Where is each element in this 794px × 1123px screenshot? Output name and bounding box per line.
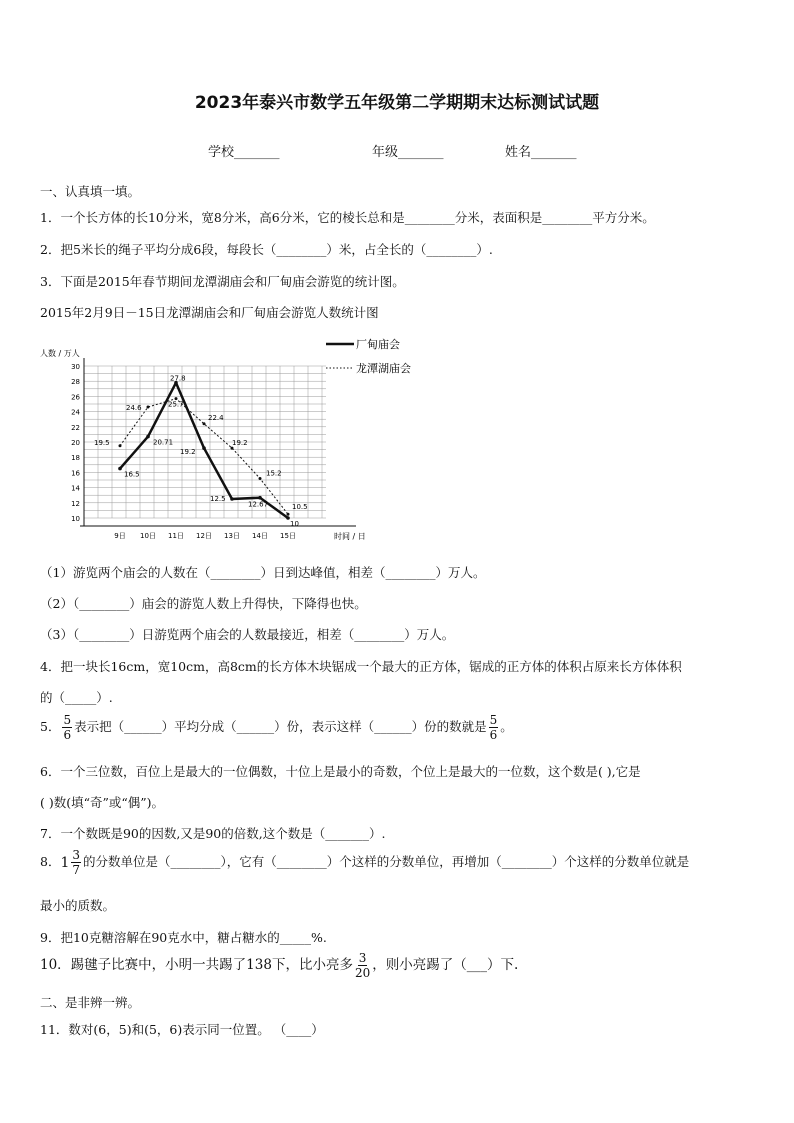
series-line bbox=[120, 383, 288, 518]
data-label: 22.4 bbox=[208, 413, 224, 422]
question-9: 9．把10克糖溶解在90克水中，糖占糖水的_____%. bbox=[40, 930, 327, 945]
data-label: 12.67 bbox=[248, 500, 269, 509]
mixed-number bbox=[60, 849, 83, 876]
page-title: 2023年泰兴市数学五年级第二学期期末达标测试试题 bbox=[194, 93, 600, 113]
data-point bbox=[203, 422, 206, 425]
y-tick-label: 28 bbox=[71, 378, 80, 387]
question-7: 7．一个数既是90的因数,又是90的倍数,这个数是（_______）. bbox=[40, 826, 386, 841]
fraction-denominator: 6 bbox=[63, 728, 72, 742]
question-4-line-1: 4．把一块长16cm，宽10cm，高8cm的长方体木块锯成一个最大的正方体，锯成的正方体的体积占原来长方体体积 bbox=[40, 659, 682, 674]
data-label: 10.5 bbox=[292, 503, 308, 512]
question-3-1: （1）游览两个庙会的人数在（________）日到达峰值，相差（________）万人。 bbox=[40, 565, 486, 580]
question-6-line-1: 6．一个三位数，百位上是最大的一位偶数，十位上是最小的奇数，个位上是最大的一位数，这个数是( ),它是 bbox=[40, 764, 641, 779]
y-tick-label: 16 bbox=[71, 469, 80, 478]
school-field: 学校_______ bbox=[208, 145, 280, 160]
chart-caption: 2015年2月9日－15日龙潭湖庙会和厂甸庙会游览人数统计图 bbox=[40, 305, 379, 320]
y-tick-label: 20 bbox=[71, 439, 80, 447]
question-4-line-2: 的（_____）. bbox=[40, 690, 113, 705]
x-tick-label: 15日 bbox=[280, 532, 296, 540]
data-label: 19.2 bbox=[180, 448, 196, 457]
data-label: 12.5 bbox=[210, 495, 226, 503]
section-1-heading: 一、认真填一填。 bbox=[40, 184, 141, 199]
y-tick-label: 30 bbox=[71, 363, 80, 371]
data-point bbox=[259, 477, 262, 480]
question-8-number: 8． bbox=[40, 854, 61, 869]
fraction-numerator: 5 bbox=[489, 713, 498, 727]
x-axis-label: 时间 / 日 bbox=[334, 532, 366, 541]
question-5-text: 表示把（______）平均分成（______）份，表示这样（______）份的数就是 bbox=[74, 719, 487, 734]
data-label: 15.2 bbox=[266, 469, 282, 478]
fraction-numerator: 3 bbox=[72, 848, 81, 862]
mixed-fraction bbox=[71, 849, 81, 876]
data-label: 19.2 bbox=[232, 439, 248, 448]
data-label: 20.71 bbox=[153, 438, 174, 447]
question-3: 3．下面是2015年春节期间龙潭湖庙会和厂甸庙会游览的统计图。 bbox=[40, 274, 405, 289]
question-5-end: 。 bbox=[500, 719, 513, 734]
y-tick-label: 14 bbox=[71, 484, 80, 493]
legend-series-2: 龙潭湖庙会 bbox=[356, 362, 411, 375]
question-1: 1．一个长方体的长10分米，宽8分米，高6分米，它的棱长总和是________分米，表面积是________平方分米。 bbox=[40, 210, 655, 225]
data-point bbox=[287, 513, 290, 516]
data-point bbox=[119, 444, 122, 447]
question-2: 2．把5米长的绳子平均分成6段，每段长（________）米，占全长的（________）. bbox=[40, 242, 493, 257]
grade-field: 年级_______ bbox=[372, 145, 444, 160]
data-label: 16.5 bbox=[124, 470, 140, 479]
data-label: 19.5 bbox=[94, 438, 110, 447]
legend-series-1: 厂甸庙会 bbox=[356, 338, 400, 351]
x-tick-label: 12日 bbox=[196, 532, 212, 540]
name-field: 姓名_______ bbox=[505, 145, 577, 160]
y-tick-label: 22 bbox=[71, 423, 80, 432]
section-2-heading: 二、是非辨一辨。 bbox=[40, 995, 141, 1010]
fraction-three-twentieths bbox=[355, 952, 370, 979]
chart-series bbox=[118, 381, 290, 520]
data-point bbox=[146, 435, 150, 439]
x-tick-label: 10日 bbox=[140, 532, 156, 540]
data-point bbox=[118, 467, 122, 471]
fraction-denominator: 20 bbox=[354, 966, 371, 980]
question-6-line-2: ( )数(填“奇”或“偶”)。 bbox=[40, 795, 165, 810]
x-tick-label: 11日 bbox=[168, 532, 184, 540]
question-10-pre: 10．踢毽子比赛中，小明一共踢了138下，比小亮多 bbox=[40, 957, 353, 973]
y-axis-label: 人数 / 万人 bbox=[40, 349, 80, 358]
question-10-post: ，则小亮踢了（___）下. bbox=[372, 957, 519, 973]
series-line bbox=[120, 399, 288, 515]
fraction-denominator: 6 bbox=[489, 728, 498, 742]
fraction-five-sixths bbox=[62, 714, 72, 741]
x-tick-label: 9日 bbox=[114, 532, 126, 540]
data-label: 27.8 bbox=[170, 374, 186, 383]
fraction-denominator: 7 bbox=[72, 863, 81, 877]
data-point bbox=[258, 496, 262, 500]
data-label: 25.7 bbox=[168, 400, 184, 409]
data-label: 24.6 bbox=[126, 404, 142, 413]
mixed-whole: 1 bbox=[60, 854, 70, 871]
x-tick-label: 14日 bbox=[252, 532, 268, 540]
fraction-five-sixths-end bbox=[489, 714, 499, 741]
y-tick-label: 24 bbox=[71, 408, 80, 417]
y-tick-label: 18 bbox=[71, 454, 80, 463]
y-tick-label: 26 bbox=[71, 393, 80, 402]
data-point bbox=[147, 406, 150, 409]
y-tick-label: 10 bbox=[71, 515, 80, 523]
question-3-3: （3）（________）日游览两个庙会的人数最接近，相差（________）万人。 bbox=[40, 627, 455, 642]
data-point bbox=[230, 497, 234, 501]
fraction-numerator: 3 bbox=[358, 951, 367, 965]
y-tick-label: 12 bbox=[71, 499, 80, 508]
x-tick-label: 13日 bbox=[224, 532, 240, 540]
line-chart bbox=[36, 332, 456, 554]
question-8-line-2: 最小的质数。 bbox=[40, 898, 116, 913]
question-8-text: 的分数单位是（________），它有（________）个这样的分数单位，再增加（________）个这样的分数单位就是 bbox=[83, 854, 690, 869]
fraction-numerator: 5 bbox=[63, 713, 72, 727]
question-10 bbox=[40, 952, 518, 979]
question-11: 11．数对(6，5)和(5，6)表示同一位置。 （____） bbox=[40, 1022, 324, 1037]
data-point bbox=[202, 446, 206, 450]
question-5 bbox=[40, 714, 513, 741]
data-label: 10 bbox=[290, 520, 299, 528]
chart-grid bbox=[71, 358, 356, 540]
question-5-number: 5． bbox=[40, 719, 61, 734]
question-8 bbox=[40, 849, 689, 876]
question-3-2: （2）（________）庙会的游览人数上升得快，下降得也快。 bbox=[40, 596, 367, 611]
